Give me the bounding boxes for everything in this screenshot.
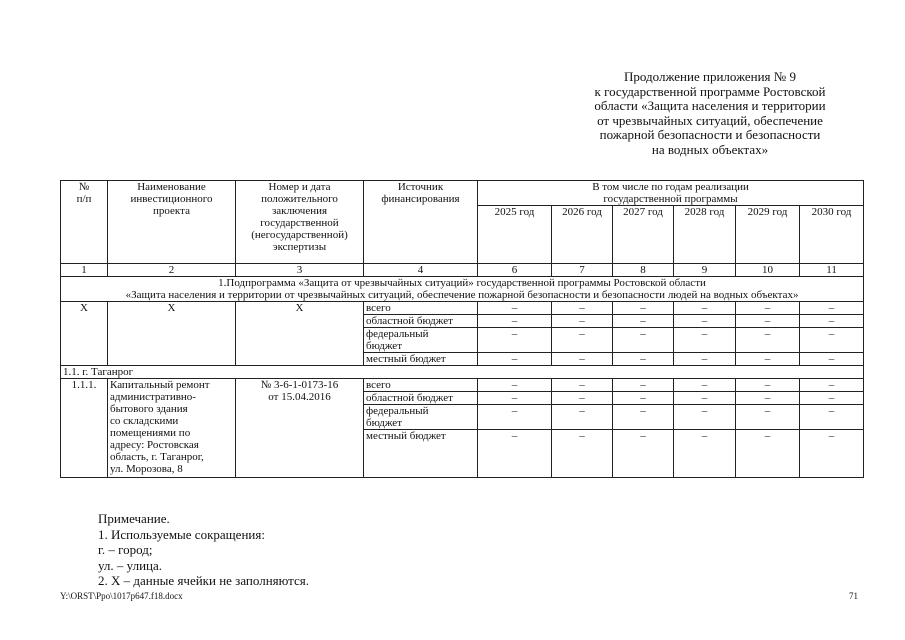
funding-source: федеральный бюджет [364,328,478,353]
value-cell: – [800,405,864,430]
heading-line: Продолжение приложения № 9 [624,69,796,84]
note-line: Примечание. [98,511,170,526]
note-line: г. – город; [98,542,153,557]
col-number: 2 [108,264,236,277]
value-cell: – [478,379,552,392]
value-cell: – [736,379,800,392]
total-num: X [61,302,108,366]
value-cell: – [674,315,736,328]
value-cell: – [613,392,674,405]
value-cell: – [478,430,552,478]
value-cell: – [736,315,800,328]
value-cell: – [613,430,674,478]
col-number: 4 [364,264,478,277]
value-cell: – [674,328,736,353]
value-cell: – [478,392,552,405]
header-row [61,181,864,206]
heading-line: к государственной программе Ростовской [594,83,826,99]
value-cell: – [552,328,613,353]
funding-source: областной бюджет [364,392,478,405]
value-cell: – [613,328,674,353]
value-cell: – [552,405,613,430]
value-cell: – [800,392,864,405]
value-cell: – [800,315,864,328]
subprogram-row [61,277,864,302]
funding-source: всего [364,379,478,392]
col-number: 6 [478,264,552,277]
value-cell: – [552,379,613,392]
value-cell: – [478,405,552,430]
header-expertise: Номер и дата положительного заключения государственной (негосударственной) экспертизы [236,181,364,264]
value-cell: – [613,405,674,430]
funding-source: местный бюджет [364,430,478,478]
header-years-group: В том числе по годам реализации государственной программы [478,181,864,206]
value-cell: – [674,302,736,315]
value-cell: – [736,302,800,315]
value-cell: – [613,302,674,315]
value-cell: – [552,302,613,315]
heading-line: пожарной безопасности и безопасности [599,127,821,143]
value-cell: – [800,353,864,366]
heading-line: на водных объектах» [651,141,769,157]
project-row [61,379,864,392]
value-cell: – [552,353,613,366]
col-number: 3 [236,264,364,277]
value-cell: – [552,430,613,478]
col-number: 1 [61,264,108,277]
header-year: 2030 год [800,206,864,264]
heading-line: от чрезвычайных ситуаций, обеспечение [597,112,823,128]
col-number: 10 [736,264,800,277]
value-cell: – [552,392,613,405]
funding-source: областной бюджет [364,315,478,328]
value-cell: – [736,430,800,478]
value-cell: – [736,405,800,430]
funding-source: всего [364,302,478,315]
value-cell: – [478,328,552,353]
col-number: 9 [674,264,736,277]
footer-page-number: 71 [849,591,858,601]
total-expertise: X [236,302,364,366]
heading-line: области «Защита населения и территории [594,98,826,114]
col-number: 11 [800,264,864,277]
city-title: 1.1. г. Таганрог [61,366,864,379]
value-cell: – [613,353,674,366]
value-cell: – [736,353,800,366]
note-line: ул. – улица. [98,557,163,573]
column-numbers-row [61,264,864,277]
header-num: № п/п [61,181,108,264]
header-name: Наименование инвестиционного проекта [108,181,236,264]
total-row [61,302,864,315]
project-expertise: № 3-6-1-0173-16 от 15.04.2016 [236,379,364,478]
header-source: Источник финансирования [364,181,478,264]
project-name: Капитальный ремонт административно- бытового здания со складскими помещениями по адресу: Ростовская область, г. Таганрог, ул. Морозова, 8 [108,379,236,478]
value-cell: – [674,379,736,392]
col-number: 7 [552,264,613,277]
value-cell: – [478,302,552,315]
note-line: 1. Используемые сокращения: [98,526,265,542]
total-name: X [108,302,236,366]
footer-file-path: Y:\ORST\Ppo\1017p647.f18.docx [60,591,183,601]
notes [98,511,309,589]
value-cell: – [800,302,864,315]
subprogram-title: 1.Подпрограмма «Защита от чрезвычайных ситуаций» государственной программы Ростовской области «Защита населения и территории от чрезвычайных ситуаций, обеспечение пожарной безопасности и безопасности людей на водных объектах» [61,277,864,302]
col-number: 8 [613,264,674,277]
value-cell: – [613,315,674,328]
project-num: 1.1.1. [61,379,108,478]
header-year: 2028 год [674,206,736,264]
funding-source: федеральный бюджет [364,405,478,430]
value-cell: – [736,392,800,405]
value-cell: – [674,430,736,478]
value-cell: – [552,315,613,328]
appendix-heading [560,70,860,158]
header-year: 2029 год [736,206,800,264]
header-year: 2027 год [613,206,674,264]
city-row [61,366,864,379]
value-cell: – [800,328,864,353]
funding-source: местный бюджет [364,353,478,366]
value-cell: – [613,379,674,392]
value-cell: – [674,405,736,430]
value-cell: – [478,315,552,328]
value-cell: – [736,328,800,353]
value-cell: – [674,353,736,366]
value-cell: – [800,379,864,392]
header-year: 2026 год [552,206,613,264]
value-cell: – [478,353,552,366]
note-line: 2. X – данные ячейки не заполняются. [98,573,310,588]
header-year: 2025 год [478,206,552,264]
value-cell: – [674,392,736,405]
value-cell: – [800,430,864,478]
investment-projects-table [60,180,864,478]
